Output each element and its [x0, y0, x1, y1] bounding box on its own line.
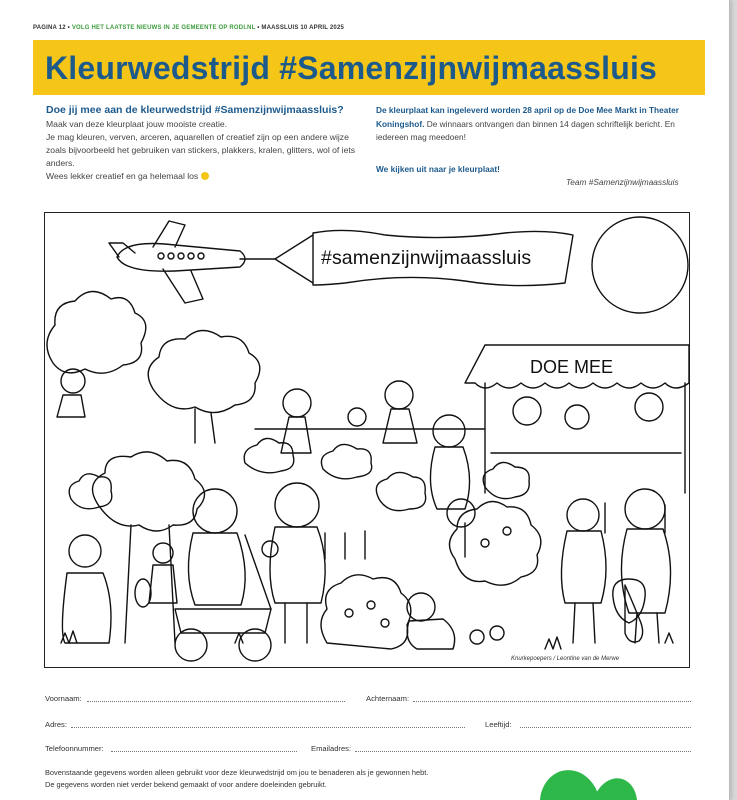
page-title: Kleurwedstrijd #Samenzijnwijmaassluis	[45, 50, 658, 86]
illustrator-credit: Knurkepoepers / Leontine van de Merwe	[511, 656, 620, 662]
intro-left-column	[46, 104, 366, 183]
call-to-action: We kijken uit naar je kleurplaat!	[376, 164, 500, 174]
tree-cloud-left	[47, 291, 260, 643]
tulips	[325, 503, 665, 559]
flower-bushes	[321, 501, 541, 649]
adres-field[interactable]	[71, 727, 465, 728]
telefoon-field[interactable]	[111, 751, 297, 752]
coloring-drawing	[45, 213, 691, 669]
adres-label: Adres:	[45, 720, 67, 729]
form-row-contact	[45, 744, 693, 756]
dog	[613, 579, 645, 623]
sun-circle	[592, 217, 688, 313]
title-banner	[33, 40, 705, 95]
wheelchair-person	[430, 415, 475, 527]
runhead-date: • MAASSLUIS 10 APRIL 2025	[257, 25, 345, 31]
email-field[interactable]	[355, 751, 691, 752]
intro-line-1: Maak van deze kleurplaat jouw mooiste creatie.	[46, 119, 228, 129]
email-label: Emailadres:	[311, 744, 352, 753]
form-row-names	[45, 694, 693, 706]
team-signature: Team #Samenzijnwijmaassluis	[566, 177, 679, 187]
voornaam-field[interactable]	[87, 701, 345, 702]
bushes-middle	[244, 408, 372, 479]
leeftijd-field[interactable]	[520, 727, 691, 728]
form-row-address	[45, 720, 693, 732]
intro-right-rest: De winnaars ontvangen dan binnen 14 dagen schriftelijk bericht. En iedereen mag meedoen!	[376, 118, 675, 142]
running-header	[33, 25, 344, 31]
smiley-icon	[201, 172, 209, 180]
privacy-disclaimer	[45, 767, 525, 791]
intro-right-bold: De kleurplaat kan ingeleverd worden 28 april op de Doe Mee Markt in Theater Koningshof.	[376, 105, 679, 129]
streamer-text: #samenzijnwijmaassluis	[321, 247, 532, 269]
intro-right-column	[376, 104, 701, 145]
runhead-page: PAGINA 12 •	[33, 25, 70, 31]
intro-right-text	[376, 104, 701, 145]
achternaam-field[interactable]	[413, 701, 691, 702]
telefoon-label: Telefoonnummer:	[45, 744, 104, 753]
crouching-person-chicks	[407, 593, 504, 649]
runhead-link[interactable]: VOLG HET LAATSTE NIEUWS IN JE GEMEENTE OP RODI.NL	[71, 25, 256, 31]
intro-line-3-text: Wees lekker creatief en ga helemaal los	[46, 171, 199, 181]
intro-line-3	[46, 170, 366, 183]
sheep	[69, 462, 529, 510]
intro-line-2: Je mag kleuren, verven, arceren, aquarellen of creatief zijn op een andere wijze zoals bijvoorbeeld het gebruiken van stickers, plakkers, kralen, glitters, wol of iets anders.	[46, 132, 356, 168]
intro-heading: Doe jij mee aan de kleurwedstrijd #Samenzijnwijmaassluis?	[46, 104, 344, 116]
airplane-icon	[109, 221, 313, 303]
leeftijd-label: Leeftijd:	[485, 720, 512, 729]
voornaam-label: Voornaam:	[45, 694, 82, 703]
stall-sign-text: DOE MEE	[530, 357, 614, 377]
achternaam-label: Achternaam:	[366, 694, 410, 703]
coloring-picture	[44, 212, 690, 668]
people-right	[561, 489, 670, 643]
disclaimer-line-1: Bovenstaande gegevens worden alleen gebruikt voor deze kleurwedstrijd om jou te benaderen als je gewonnen hebt.	[45, 768, 429, 777]
disclaimer-line-2: De gegevens worden niet verder bekend gemaakt of voor andere doeleinden gebruikt.	[45, 780, 327, 789]
